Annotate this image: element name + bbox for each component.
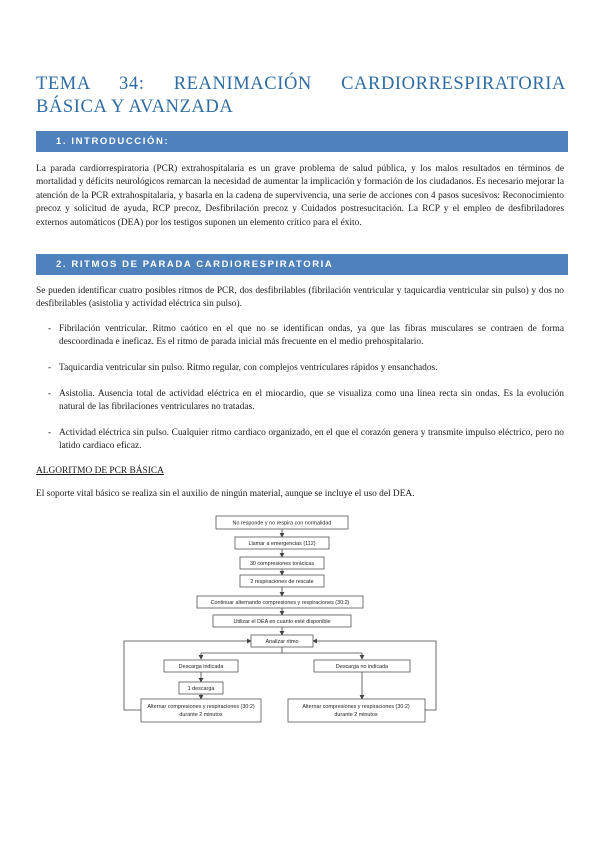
support-paragraph: El soporte vital básico se realiza sin el auxilio de ningún material, aunque se incluye el uso del DEA. — [36, 489, 415, 499]
flowchart-action-one-shock — [179, 682, 223, 694]
flowchart-step-label: durante 2 minutos — [334, 712, 378, 718]
flowchart-step-label: 1 descarga — [187, 686, 215, 692]
flowchart-step-label: 2 respiraciones de rescate — [250, 579, 314, 585]
flowchart-step — [240, 575, 324, 587]
list-item-text: Actividad eléctrica sin pulso. Cualquier ritmo cardiaco organizado, en el que el corazón genera y transmite impulso eléctrico, pero no latido cardiaco eficaz. — [59, 428, 564, 452]
flowchart-step-label: Descarga indicada — [178, 664, 224, 670]
flowchart-step — [216, 516, 348, 529]
page-title: TEMA 34: REANIMACIÓN CARDIORRESPIRATORIA BÁSICA Y AVANZADA — [36, 74, 566, 117]
flowchart-decision-shock-indicated — [164, 660, 238, 672]
flowchart-step — [235, 537, 329, 549]
list-item-text: Fibrilación ventricular. Ritmo caótico en el que no se identifican ondas, ya que las fibras musculares se contraen de forma descoordinada e ineficaz. Es el ritmo de parada inicial más frecuente en el medio prehospitalario. — [59, 324, 564, 348]
flowchart-step — [197, 596, 363, 608]
ritmos-intro-paragraph: Se pueden identificar cuatro posibles ritmos de PCR, dos desfibrilables (fibrilación ventricular y taquicardia ventricular sin pulso) y dos no desfibrilables (asistolia y actividad eléctrica sin pulso). — [36, 286, 564, 310]
flowchart-step-label: Continuar alternando compresiones y respiraciones (30:2) — [210, 600, 350, 606]
flowchart-step-label: Llamar a emergencias (112) — [248, 541, 316, 547]
bullet-dash: - — [48, 324, 52, 334]
flowchart-decision-shock-not-indicated — [314, 660, 410, 672]
flowchart-step-label: durante 2 minutos — [179, 712, 223, 718]
flowchart-step-label: Analizar ritmo — [265, 639, 299, 645]
flowchart-step — [251, 635, 313, 647]
section-heading-introduccion: 1. INTRODUCCIÓN: — [36, 131, 568, 152]
flowchart-step — [213, 615, 351, 627]
flowchart-step-label: Descarga no indicada — [335, 664, 389, 670]
bullet-dash: - — [48, 389, 52, 399]
flowchart-result-right — [288, 699, 425, 722]
flowchart-step-label: Utilizar el DEA en cuanto esté disponible — [233, 619, 331, 625]
algorithm-subheading: ALGORITMO DE PCR BÁSICA — [36, 466, 164, 476]
flowchart-result-left — [141, 699, 261, 722]
flowchart-step-label: 30 compresiones torácicas — [249, 561, 315, 567]
list-item-text: Asistolia. Ausencia total de actividad eléctrica en el miocardio, que se visualiza como una línea recta sin ondas. Es la evolución natural de las fibrilaciones ventriculares no tratadas. — [59, 389, 564, 413]
bullet-dash: - — [48, 428, 52, 438]
intro-paragraph: La parada cardiorrespiratoria (PCR) extrahospitalaria es un grave problema de salud pública, y los malos resultados en términos de mortalidad y déficits neurológicos remarcan la necesidad de aumentar la implicación y formación de los ciudadanos. Es necesario mejorar la atención de la PCR extrahospitalaria, y basarla en la cadena de supervivencia, una serie de acciones con 4 pasos sucesivos: Reconocimiento precoz y solicitud de ayuda, RCP precoz, Desfibrilación precoz y Cuidados postresucitación. La RCP y el empleo de desfibriladores externos automáticos (DEA) por los testigos suponen un elemento crítico para el éxito. — [36, 164, 564, 228]
flowchart-step-label: Alternar compresiones y respiraciones (30:2) — [147, 704, 255, 710]
list-item-text: Taquicardia ventricular sin pulso. Ritmo regular, con complejos ventriculares rápidos y ensanchados. — [59, 363, 438, 373]
bullet-dash: - — [48, 363, 52, 373]
flowchart-step-label: Alternar compresiones y respiraciones (30:2) — [302, 704, 410, 710]
section-heading-ritmos: 2. RITMOS DE PARADA CARDIORESPIRATORIA — [36, 254, 568, 275]
flowchart-step-label: No responde y no respira con normalidad — [232, 520, 332, 527]
flowchart-step — [240, 557, 324, 569]
